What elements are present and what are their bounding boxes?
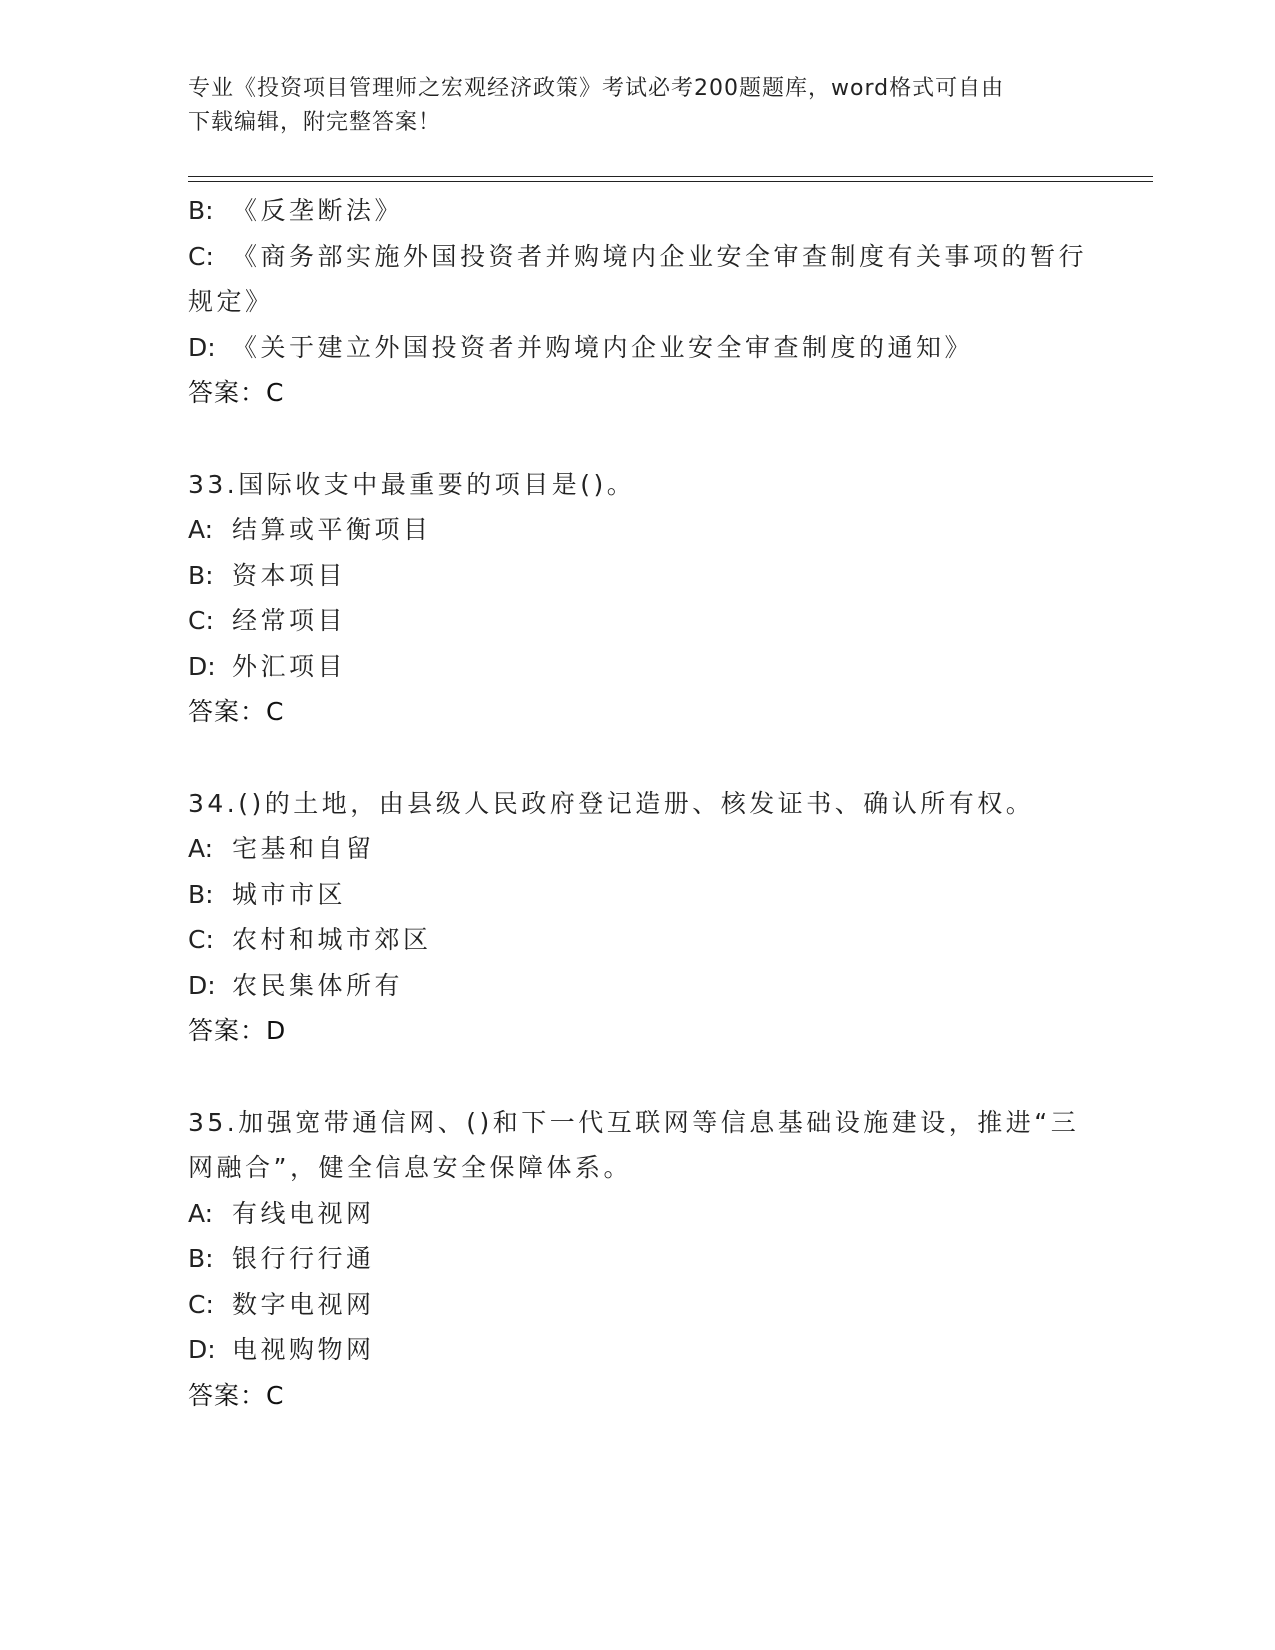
option-text: 农民集体所有 bbox=[232, 970, 404, 1000]
option-letter: B: bbox=[188, 1244, 214, 1273]
option-d bbox=[188, 325, 1088, 371]
option-letter: D: bbox=[188, 1335, 216, 1364]
option-letter: A: bbox=[188, 1198, 214, 1228]
option-b bbox=[188, 1236, 1088, 1282]
header-divider-top bbox=[188, 176, 1153, 177]
option-letter: B: bbox=[188, 196, 214, 225]
option-d bbox=[188, 1327, 1088, 1373]
option-text: 电视购物网 bbox=[232, 1335, 375, 1364]
option-b bbox=[188, 553, 1088, 599]
question-stem: 35.加强宽带通信网、()和下一代互联网等信息基础设施建设，推进“三网融合”，健全信息安全保障体系。 bbox=[188, 1107, 1080, 1182]
option-text: 《商务部实施外国投资者并购境内企业安全审查制度有关事项的暂行规定》 bbox=[188, 241, 1088, 316]
option-text: 宅基和自留 bbox=[232, 834, 375, 863]
option-letter: D: bbox=[188, 651, 216, 681]
spacer bbox=[188, 416, 1088, 462]
answer-line: 答案：C bbox=[188, 697, 285, 726]
option-a bbox=[188, 507, 1088, 553]
option-text: 资本项目 bbox=[232, 560, 347, 590]
question-33 bbox=[188, 462, 1088, 735]
option-letter: A: bbox=[188, 515, 214, 544]
option-a bbox=[188, 1191, 1088, 1237]
question-35 bbox=[188, 1100, 1088, 1419]
option-d bbox=[188, 644, 1088, 690]
option-c bbox=[188, 1282, 1088, 1328]
option-letter: B: bbox=[188, 879, 214, 909]
document-header bbox=[188, 72, 1088, 140]
question-32-continued bbox=[188, 188, 1088, 416]
option-text: 城市市区 bbox=[232, 879, 347, 909]
option-letter: D: bbox=[188, 970, 216, 1000]
answer-line: 答案：D bbox=[188, 1016, 287, 1045]
option-letter: A: bbox=[188, 834, 214, 863]
option-b bbox=[188, 188, 1088, 234]
question-list bbox=[188, 188, 1088, 1418]
option-letter: D: bbox=[188, 332, 216, 362]
option-text: 经常项目 bbox=[232, 606, 347, 635]
question-stem: 34.()的土地，由县级人民政府登记造册、核发证书、确认所有权。 bbox=[188, 788, 1035, 818]
option-text: 银行行行通 bbox=[232, 1244, 375, 1273]
question-stem: 33.国际收支中最重要的项目是()。 bbox=[188, 469, 636, 499]
spacer bbox=[188, 1054, 1088, 1100]
option-letter: C: bbox=[188, 241, 214, 271]
header-divider-bottom bbox=[188, 181, 1153, 182]
question-34 bbox=[188, 781, 1088, 1054]
option-c bbox=[188, 234, 1088, 325]
option-d bbox=[188, 963, 1088, 1009]
spacer bbox=[188, 735, 1088, 781]
option-letter: C: bbox=[188, 925, 214, 954]
header-line-1: 专业《投资项目管理师之宏观经济政策》考试必考200题题库，word格式可自由 bbox=[188, 76, 1005, 101]
option-letter: C: bbox=[188, 1289, 214, 1319]
option-letter: C: bbox=[188, 606, 214, 635]
header-line-2: 下载编辑，附完整答案！ bbox=[188, 110, 442, 135]
answer-line: 答案：C bbox=[188, 1380, 285, 1410]
option-text: 外汇项目 bbox=[232, 651, 347, 681]
answer-line: 答案：C bbox=[188, 378, 285, 407]
option-text: 农村和城市郊区 bbox=[232, 925, 432, 954]
option-text: 数字电视网 bbox=[232, 1289, 375, 1319]
option-a bbox=[188, 826, 1088, 872]
option-text: 《反垄断法》 bbox=[232, 196, 404, 225]
option-text: 结算或平衡项目 bbox=[232, 515, 432, 544]
option-text: 有线电视网 bbox=[232, 1198, 375, 1228]
option-text: 《关于建立外国投资者并购境内企业安全审查制度的通知》 bbox=[232, 332, 974, 362]
option-c bbox=[188, 917, 1088, 963]
option-c bbox=[188, 598, 1088, 644]
option-b bbox=[188, 872, 1088, 918]
option-letter: B: bbox=[188, 560, 214, 590]
